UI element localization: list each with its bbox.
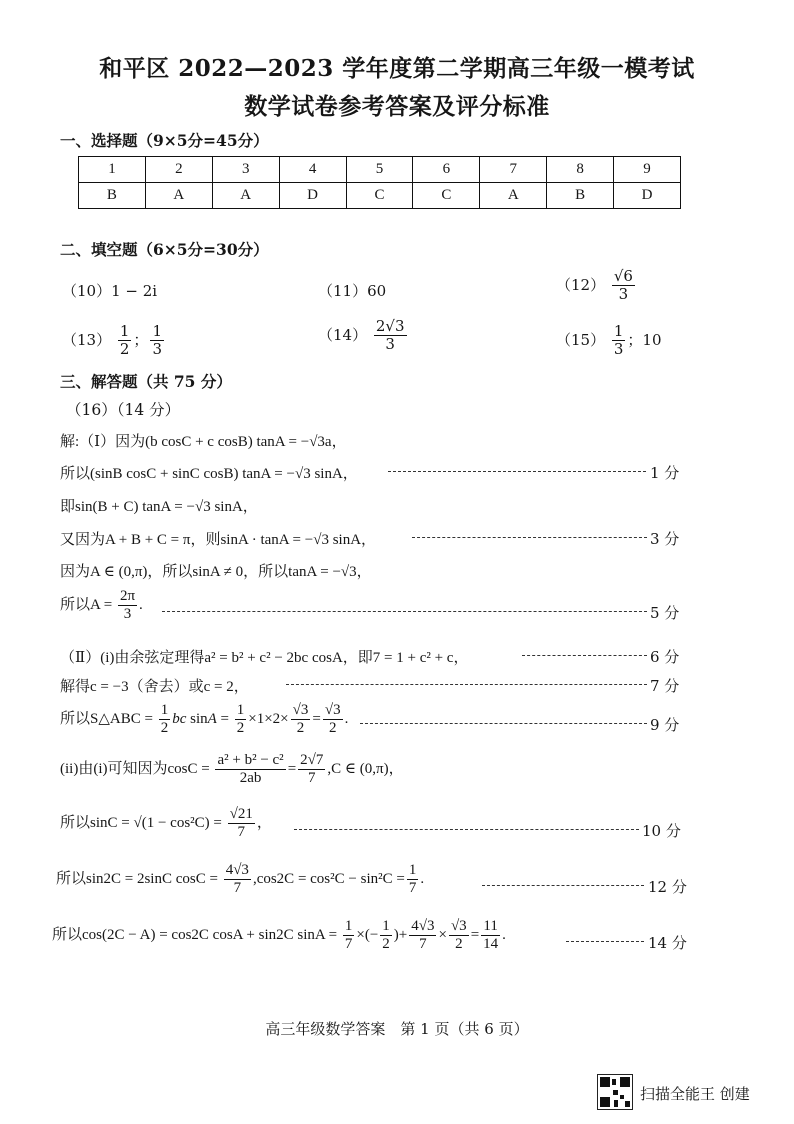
- document-title: 和平区 2022—2023 学年度第二学期高三年级一模考试: [99, 55, 695, 82]
- fraction: $\frac{√3}{2}$: [324, 702, 341, 737]
- text: .: [502, 927, 506, 944]
- qr-code-icon: [597, 1074, 633, 1110]
- fill-answer-11: [318, 280, 386, 301]
- fraction: [407, 862, 419, 898]
- fill-answer-15: [556, 323, 662, 359]
- solution-line-4: 又因为A + B + C = π，则sinA · tanA = −√3 sinA，: [60, 532, 377, 548]
- denominator: 7: [308, 770, 316, 787]
- fill-answer-13: [62, 323, 166, 359]
- numerator: √6: [613, 267, 633, 285]
- solution-line-12: [56, 862, 424, 898]
- denominator: 2ab: [239, 770, 262, 787]
- denominator: 3: [613, 340, 624, 359]
- separator: ；: [133, 330, 149, 349]
- fraction: [118, 588, 137, 624]
- answer-cell: B: [547, 183, 614, 209]
- numerator: √21: [228, 806, 255, 824]
- question-number-cell: 3: [212, 157, 279, 183]
- fraction: $\frac{1}{2}$: [382, 918, 390, 953]
- score-leader-dashes: [522, 655, 647, 656]
- fraction: [612, 323, 626, 359]
- numerator: 1: [119, 322, 130, 340]
- question-number-row: [79, 157, 681, 183]
- fraction: [612, 268, 635, 304]
- answer-cell: D: [279, 183, 346, 209]
- fill-answer-14: [318, 318, 409, 354]
- question-number-cell: 9: [614, 157, 681, 183]
- numerator: 2π: [118, 588, 137, 606]
- section3-heading: 三、解答题（共 75 分）: [60, 372, 232, 391]
- score-mark-10: 10 分: [642, 822, 681, 840]
- question16-heading: （16）（14 分）: [66, 401, 181, 419]
- fraction: $\frac{√3}{2}$: [292, 702, 309, 737]
- text: ,C ∈ (0,π)，: [327, 761, 404, 778]
- fraction: $\frac{1}{7}$: [344, 918, 353, 953]
- numerator: 4√3: [224, 862, 251, 880]
- fraction: [224, 862, 251, 898]
- answer-cell: B: [79, 183, 146, 209]
- score-mark-7: 7 分: [650, 677, 680, 695]
- answer-cell: D: [614, 183, 681, 209]
- denominator: 3: [152, 340, 162, 359]
- score-leader-dashes: [388, 471, 646, 472]
- numerator: 2√3: [375, 317, 405, 335]
- score-leader-dashes: [360, 723, 647, 724]
- question-label: （11）: [318, 282, 368, 300]
- answer-value: 1 − 2i: [111, 282, 158, 300]
- question-number-cell: 1: [79, 157, 146, 183]
- document-subtitle: 数学试卷参考答案及评分标准: [244, 93, 550, 120]
- scanner-watermark: 扫描全能王 创建: [640, 1085, 750, 1103]
- fraction: $\frac{√3}{2}$: [450, 918, 467, 953]
- score-mark-1: 1 分: [650, 464, 680, 482]
- answer-cell: A: [212, 183, 279, 209]
- solution-line-7: （Ⅱ）(i)由余弦定理得a² = b² + c² − 2bc cosA，即7 = 1 + c² + c，: [60, 650, 469, 666]
- solution-line-2: 所以(sinB cosC + sinC cosB) tanA = −√3 sinA，: [60, 466, 358, 482]
- denominator: 7: [233, 880, 242, 897]
- numerator: 1: [152, 322, 162, 340]
- answer-cell: A: [145, 183, 212, 209]
- text: 所以S△ABC =: [60, 711, 153, 728]
- question-number-cell: 2: [145, 157, 212, 183]
- score-mark-9: 9 分: [650, 716, 680, 734]
- denominator: 3: [618, 285, 629, 304]
- numerator: 2√7: [298, 752, 325, 770]
- score-leader-dashes: [294, 829, 639, 830]
- multiple-choice-answer-table: [78, 156, 681, 209]
- question-number-cell: 6: [413, 157, 480, 183]
- answer-cell: C: [413, 183, 480, 209]
- solution-line-3: 即sin(B + C) tanA = −√3 sinA，: [60, 499, 258, 515]
- numerator: 1: [407, 862, 419, 880]
- fraction: [215, 752, 285, 788]
- fraction: $\frac{4√3}{7}$: [411, 918, 435, 953]
- question-label: （12）: [556, 275, 606, 294]
- score-mark-5: 5 分: [650, 604, 680, 622]
- fill-answer-12: [556, 268, 637, 304]
- question-label: （15）: [556, 330, 606, 349]
- page-footer: 高三年级数学答案 第 1 页（共 6 页）: [265, 1020, 529, 1038]
- score-mark-6: 6 分: [650, 648, 680, 666]
- score-leader-dashes: [162, 611, 647, 612]
- score-leader-dashes: [412, 537, 647, 538]
- numerator: a² + b² − c²: [215, 752, 285, 770]
- text: 所以A =: [60, 597, 113, 614]
- fraction: [298, 752, 325, 788]
- text: 所以sinC = √(1 − cos²C) =: [60, 815, 222, 832]
- fraction: [228, 806, 255, 842]
- section2-heading: 二、填空题（6×5分=30分）: [60, 240, 269, 259]
- section1-heading: 一、选择题（9×5分=45分）: [60, 131, 269, 150]
- text: 所以cos(2C − A) = cos2C cosA + sin2C sinA =: [52, 927, 338, 944]
- solution-line-6: [60, 588, 143, 624]
- solution-line-10: [60, 752, 404, 788]
- fraction: $\frac{11}{14}$: [483, 918, 499, 953]
- question-number-cell: 7: [480, 157, 547, 183]
- text: .: [139, 597, 143, 614]
- solution-line-9: 所以S△ABC = $\frac{1}{2}$ bc sinA = $\frac{1}{2}$ ×1×2× $\frac{√3}{2}$ = $\frac{√3}{2}$ .: [60, 702, 349, 737]
- question-number-cell: 5: [346, 157, 413, 183]
- denominator: 7: [237, 824, 245, 841]
- answer-rest: ；10: [627, 330, 662, 349]
- answer-cell: C: [346, 183, 413, 209]
- solution-line-5: 因为A ∈ (0,π)，所以sinA ≠ 0，所以tanA = −√3，: [60, 564, 372, 580]
- score-leader-dashes: [566, 941, 644, 942]
- score-mark-14: 14 分: [648, 934, 687, 952]
- denominator: 2: [119, 340, 130, 359]
- question-number-cell: 4: [279, 157, 346, 183]
- answer-cell: A: [480, 183, 547, 209]
- solution-line-11: [60, 806, 272, 842]
- text: =: [287, 761, 297, 778]
- fraction: [118, 323, 132, 359]
- denominator: 3: [385, 335, 395, 354]
- text: ,cos2C = cos²C − sin²C =: [252, 871, 405, 888]
- fill-answer-10: [62, 280, 157, 301]
- score-mark-12: 12 分: [648, 878, 687, 896]
- solution-line-8: 解得c = −3（舍去）或c = 2，: [60, 679, 249, 695]
- question-label: （14）: [318, 325, 368, 344]
- answer-value: 60: [367, 282, 387, 300]
- question-label: （13）: [62, 330, 112, 349]
- fraction: [374, 318, 407, 354]
- score-leader-dashes: [286, 684, 647, 685]
- denominator: 7: [408, 880, 417, 897]
- text: (ii)由(i)可知因为cosC =: [60, 761, 210, 778]
- solution-line-1: 解:（Ⅰ）因为(b cosC + c cosB) tanA = −√3a，: [60, 434, 347, 450]
- fraction: $\frac{1}{2}$: [160, 702, 169, 737]
- text: ，: [256, 815, 272, 832]
- solution-line-13: 所以cos(2C − A) = cos2C cosA + sin2C sinA = $\frac{1}{7}$ ×(− $\frac{1}{2}$ )+ $\frac{4√3}{7}$ × $\frac{√3}{2}$ = $\frac{11}{14}$ .: [52, 918, 506, 953]
- denominator: 3: [123, 606, 132, 623]
- numerator: 1: [613, 322, 624, 340]
- fraction: $\frac{1}{2}$: [236, 702, 245, 737]
- text: 所以sin2C = 2sinC cosC =: [56, 871, 218, 888]
- question-number-cell: 8: [547, 157, 614, 183]
- score-mark-3: 3 分: [650, 530, 680, 548]
- fraction: [150, 323, 164, 359]
- question-label: （10）: [62, 282, 112, 300]
- answer-row: [79, 183, 681, 209]
- score-leader-dashes: [482, 885, 644, 886]
- text: .: [420, 871, 425, 888]
